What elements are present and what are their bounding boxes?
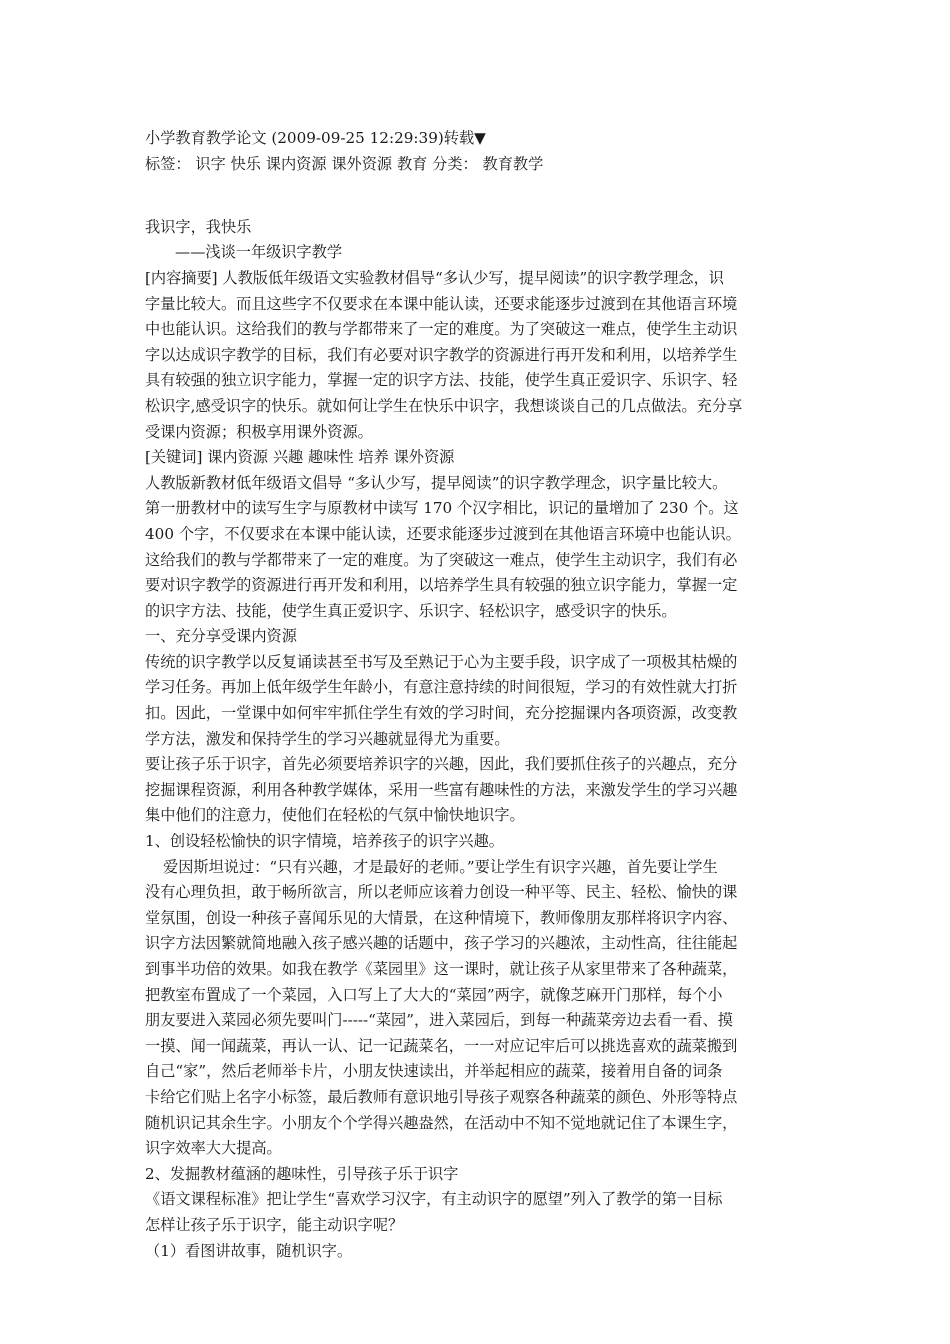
subsection-2-paragraph: [145, 1187, 810, 1238]
abstract-line: 字以达成识字教学的目标，我们有必要对识字教学的资源进行再开发和利用，以培养学生: [145, 345, 738, 364]
paragraph-line: 把教室布置成了一个菜园，入口写上了大大的“菜园”两字，就像芝麻开门那样，每个小: [145, 985, 723, 1004]
intro-line: 人教版新教材低年级语文倡导 “多认少写，提早阅读”的识字教学理念，识字量比较大。: [145, 473, 728, 492]
paragraph-line: 扣。因此，一堂课中如何牢牢抓住学生有效的学习时间，充分挖掘课内各项资源，改变教: [145, 704, 738, 723]
post-title-line: 小学教育教学论文 (2009-09-25 12:29:39)转载▼: [145, 129, 486, 147]
abstract-line: [内容摘要] 人教版低年级语文实验教材倡导“多认少写，提早阅读”的识字教学理念，识: [145, 268, 724, 287]
paragraph-line: 卡给它们贴上名字小标签，最后教师有意识地引导孩子观察各种蔬菜的颜色、外形等特点: [145, 1087, 738, 1106]
blank-line: [145, 203, 810, 215]
paragraph-line: 到事半功倍的效果。如我在教学《菜园里》这一课时，就让孩子从家里带来了各种蔬菜，: [145, 960, 738, 978]
paragraph-line: 学方法，激发和保持学生的学习兴趣就显得尤为重要。: [145, 729, 510, 748]
article-subtitle: ——浅谈一年级识字教学: [175, 243, 343, 262]
intro-line: 的识字方法、技能，使学生真正爱识字、乐识字、轻松识字，感受识字的快乐。: [145, 601, 677, 620]
intro-line: 第一册教材中的读写生字与原教材中读写 170 个汉字相比，识记的量增加了 230 个。这: [145, 499, 739, 518]
subsection-1-paragraph: [145, 855, 810, 1162]
subsection-2-heading: 2、发掘教材蕴涵的趣味性，引导孩子乐于识字: [145, 1164, 459, 1183]
paragraph-line: 随机识记其余生字。小朋友个个学得兴趣盎然，在活动中不知不觉地就记住了本课生字，: [145, 1113, 738, 1132]
paragraph-line: 集中他们的注意力，使他们在轻松的气氛中愉快地识字。: [145, 806, 525, 825]
abstract-line: 字量比较大。而且这些字不仅要求在本课中能认读，还要求能逐步过渡到在其他语言环境: [145, 294, 738, 313]
paragraph-line: 朋友要进入菜园必须先要叫门-----“菜园”，进入菜园后，到每一种蔬菜旁边去看一看、摸: [145, 1011, 733, 1030]
subsection-1-heading: 1、创设轻松愉快的识字情境，培养孩子的识字兴趣。: [145, 832, 504, 851]
abstract-line: 具有较强的独立识字能力，掌握一定的识字方法、技能，使学生真正爱识字、乐识字、轻: [145, 371, 738, 390]
paragraph-line: 识字效率大大提高。: [145, 1139, 282, 1158]
blank-line: [145, 177, 810, 203]
paragraph-line: 堂氛围，创设一种孩子喜闻乐见的大情景，在这种情境下，教师像朋友那样将识字内容、: [145, 908, 738, 927]
paragraph-line: 识字方法因繁就简地融入孩子感兴趣的话题中，孩子学习的兴趣浓，主动性高，往往能起: [145, 934, 738, 953]
section-1-paragraph-1: [145, 650, 810, 752]
paragraph-line: 挖掘课程资源，利用各种教学媒体，采用一些富有趣味性的方法，来激发学生的学习兴趣: [145, 780, 738, 799]
paragraph-line: 没有心理负担，敢于畅所欲言，所以老师应该着力创设一种平等、民主、轻松、愉快的课: [145, 883, 738, 902]
intro-line: 这给我们的教与学都带来了一定的难度。为了突破这一难点，使学生主动识字，我们有必: [145, 550, 738, 569]
paragraph-line: 《语文课程标准》把让学生“喜欢学习汉字，有主动识字的愿望”列入了教学的第一目标: [145, 1190, 723, 1209]
document-page: [145, 126, 810, 1264]
abstract-line: 受课内资源；积极享用课外资源。: [145, 422, 373, 441]
abstract-line: 松识字,感受识字的快乐。就如何让学生在快乐中识字，我想谈谈自己的几点做法。充分享: [145, 396, 743, 415]
post-tags-line: 标签： 识字 快乐 课内资源 课外资源 教育 分类： 教育教学: [145, 154, 544, 173]
abstract-line: 中也能认识。这给我们的教与学都带来了一定的难度。为了突破这一难点，使学生主动识: [145, 320, 738, 339]
intro-line: 要对识字教学的资源进行再开发和利用，以培养学生具有较强的独立识字能力，掌握一定: [145, 576, 738, 595]
article-title: 我识字，我快乐: [145, 217, 252, 236]
intro-paragraph: [145, 471, 810, 625]
paragraph-line: 要让孩子乐于识字，首先必须要培养识字的兴趣，因此，我们要抓住孩子的兴趣点，充分: [145, 755, 738, 774]
abstract-paragraph: [145, 266, 810, 445]
paragraph-line: 爱因斯坦说过：“只有兴趣，才是最好的老师。”要让学生有识字兴趣，首先要让学生: [163, 857, 718, 876]
section-1-paragraph-2: [145, 752, 810, 829]
keywords-line: [关键词] 课内资源 兴趣 趣味性 培养 课外资源: [145, 448, 455, 467]
subsection-2-item-1: （1）看图讲故事，随机识字。: [145, 1241, 353, 1260]
paragraph-line: 自己“家”，然后老师举卡片，小朋友快速读出，并举起相应的蔬菜，接着用自备的词条: [145, 1062, 723, 1081]
intro-line: 400 个字，不仅要求在本课中能认读，还要求能逐步过渡到在其他语言环境中也能认识。: [145, 524, 741, 543]
paragraph-line: 学习任务。再加上低年级学生年龄小，有意注意持续的时间很短，学习的有效性就大打折: [145, 678, 738, 697]
paragraph-line: 怎样让孩子乐于识字，能主动识字呢？: [145, 1215, 404, 1234]
section-1-heading: 一、充分享受课内资源: [145, 627, 297, 646]
paragraph-line: 一摸、闻一闻蔬菜，再认一认、记一记蔬菜名，一一对应记牢后可以挑选喜欢的蔬菜搬到: [145, 1036, 738, 1055]
paragraph-line: 传统的识字教学以反复诵读甚至书写及至熟记于心为主要手段，识字成了一项极其枯燥的: [145, 652, 738, 671]
